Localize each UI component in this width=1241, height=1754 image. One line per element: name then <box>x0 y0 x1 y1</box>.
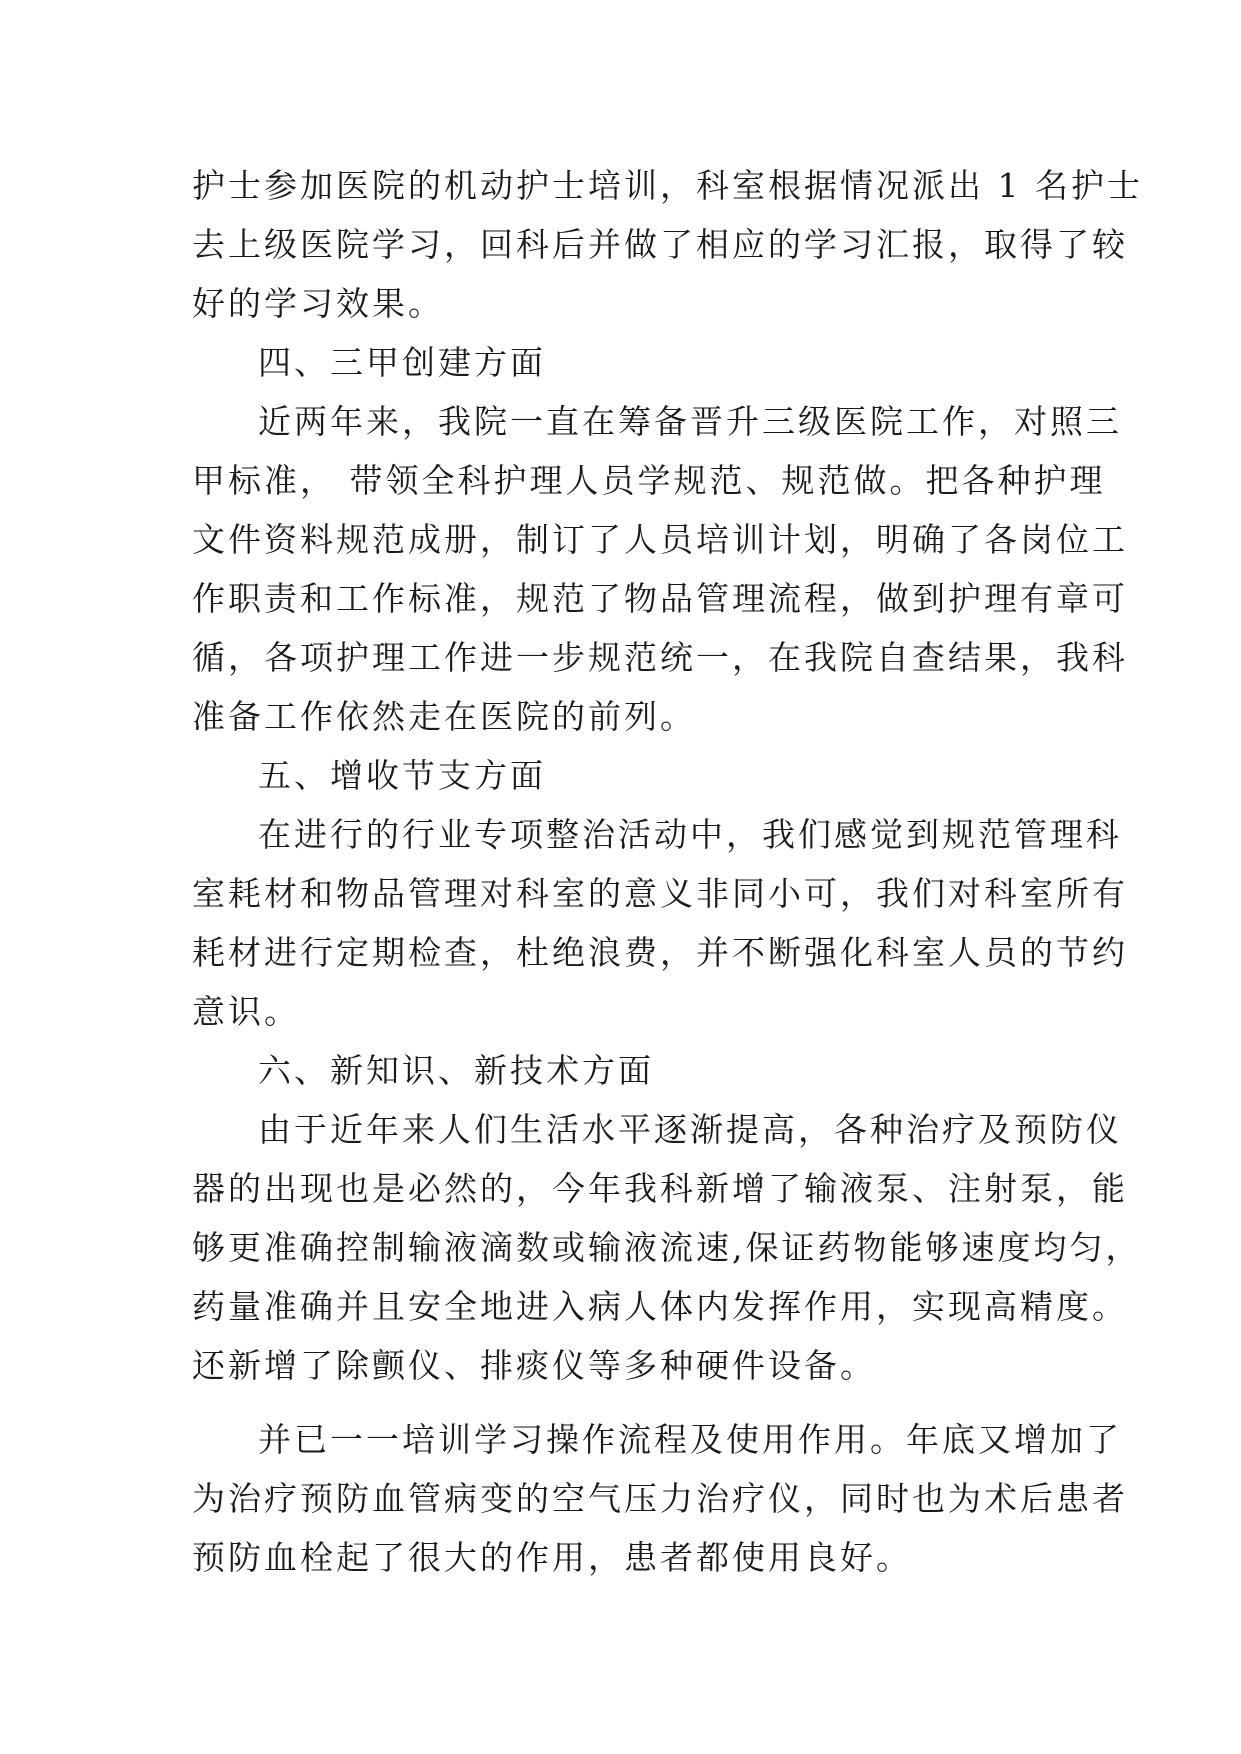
paragraph-line: 为治疗预防血管病变的空气压力治疗仪，同时也为术后患者 <box>192 1479 1128 1518</box>
paragraph-line: 预防血栓起了很大的作用，患者都使用良好。 <box>192 1538 912 1577</box>
paragraph-line: 作职责和工作标准，规范了物品管理流程，做到护理有章可 <box>192 579 1128 618</box>
paragraph-line: 够更准确控制输液滴数或输液流速,保证药物能够速度均匀， <box>192 1228 1142 1267</box>
paragraph-line: 室耗材和物品管理对科室的意义非同小可，我们对科室所有 <box>192 874 1128 913</box>
paragraph-line: 耗材进行定期检查，杜绝浪费，并不断强化科室人员的节约 <box>192 933 1128 972</box>
paragraph-line: 并已一一培训学习操作流程及使用作用。年底又增加了 <box>258 1420 1122 1459</box>
paragraph-line: 近两年来，我院一直在筹备晋升三级医院工作，对照三 <box>258 402 1122 441</box>
section-heading-6: 六、新知识、新技术方面 <box>258 1051 654 1090</box>
paragraph-line: 药量准确并且安全地进入病人体内发挥作用，实现高精度。 <box>192 1287 1128 1326</box>
paragraph-line: 准备工作依然走在医院的前列。 <box>192 697 696 736</box>
paragraph-line: 文件资料规范成册，制订了人员培训计划，明确了各岗位工 <box>192 520 1128 559</box>
paragraph-line: 循，各项护理工作进一步规范统一，在我院自查结果，我科 <box>192 638 1128 677</box>
paragraph-line: 好的学习效果。 <box>192 284 444 323</box>
paragraph-line: 意识。 <box>192 992 300 1031</box>
document-body <box>192 156 1143 1587</box>
paragraph-line: 去上级医院学习，回科后并做了相应的学习汇报，取得了较 <box>192 225 1128 264</box>
section-heading-5: 五、增收节支方面 <box>258 756 546 795</box>
section-heading-4: 四、三甲创建方面 <box>258 343 546 382</box>
paragraph-line: 由于近年来人们生活水平逐渐提高，各种治疗及预防仪 <box>258 1110 1122 1149</box>
paragraph-line: 甲标准， 带领全科护理人员学规范、规范做。把各种护理 <box>192 461 1106 500</box>
paragraph-line: 护士参加医院的机动护士培训，科室根据情况派出 1 名护士 <box>192 166 1143 205</box>
paragraph-line: 在进行的行业专项整治活动中，我们感觉到规范管理科 <box>258 815 1122 854</box>
paragraph-line: 器的出现也是必然的，今年我科新增了输液泵、注射泵，能 <box>192 1169 1128 1208</box>
paragraph-line: 还新增了除颤仪、排痰仪等多种硬件设备。 <box>192 1346 876 1385</box>
